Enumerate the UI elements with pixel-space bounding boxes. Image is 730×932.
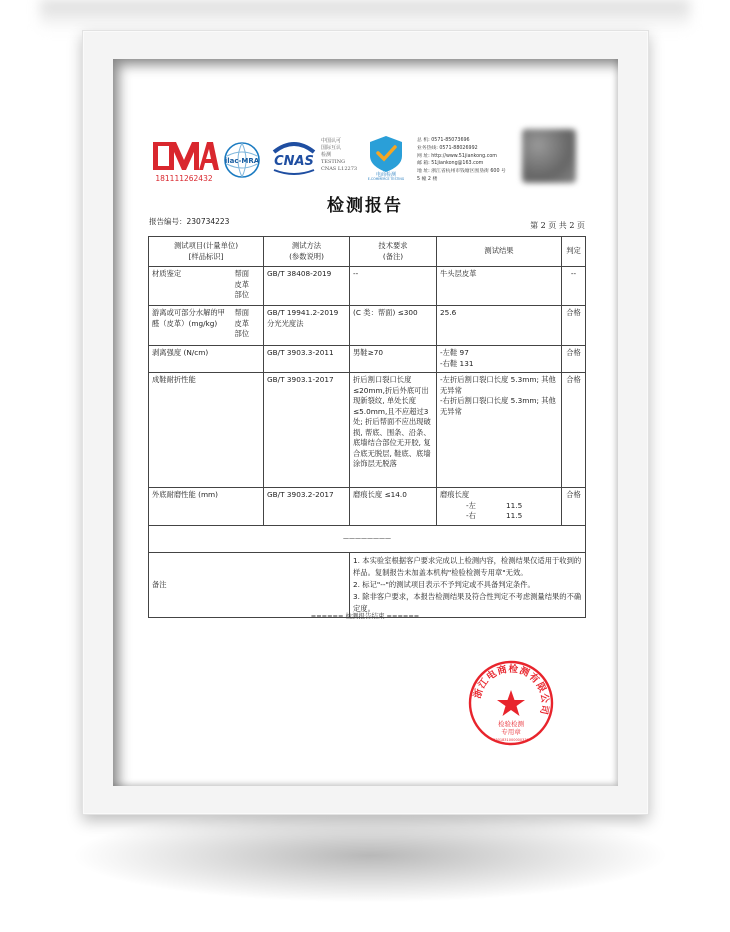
- verdict-cell: 合格: [562, 373, 586, 488]
- table-row: [149, 267, 586, 306]
- ilac-mra-logo: [222, 140, 262, 182]
- item-cell: 外底耐磨性能 (mm): [149, 488, 264, 526]
- frame-top-shadow: [40, 0, 690, 30]
- header-item: 测试项目(计量单位) [样品标识]: [149, 237, 264, 267]
- page-indicator: 第 2 页 共 2 页: [530, 221, 585, 230]
- table-row: [149, 373, 586, 488]
- notes-cell: [350, 553, 586, 618]
- result-side: -右: [466, 511, 476, 520]
- svg-text:电商检测: 电商检测: [375, 172, 397, 178]
- requirement-cell: --: [350, 267, 437, 306]
- notes-row: [149, 553, 586, 618]
- svg-text:ilac-MRA: ilac-MRA: [224, 157, 260, 165]
- verdict-cell: 合格: [562, 346, 586, 373]
- svg-text:E-COMMERCE TESTING: E-COMMERCE TESTING: [367, 177, 405, 180]
- header-result: 测试结果: [437, 237, 562, 267]
- result-cell: -左鞋 97 -右鞋 131: [437, 346, 562, 373]
- table-row: [149, 306, 586, 346]
- note-item: 3. 除非客户要求，本报告检测结果及符合性判定不考虑测量结果的不确定度。: [353, 592, 582, 613]
- report-end-marker: ====== 检测报告结束 ======: [310, 612, 420, 620]
- result-value: 11.5: [506, 500, 523, 510]
- category-cell: 帮面 皮革 部位: [232, 267, 264, 306]
- svg-text:浙江电商检测有限公司: 浙江电商检测有限公司: [472, 663, 551, 717]
- svg-text:专用章: 专用章: [501, 728, 521, 736]
- official-seal: [468, 660, 554, 746]
- cnas-accreditation-text: 中国认可 国际互认 检测 TESTING CNAS L12273: [321, 138, 358, 172]
- ma-code: 181111262432: [155, 174, 213, 183]
- results-table: [148, 236, 586, 618]
- svg-text:CNAS: CNAS: [274, 154, 314, 169]
- frame-bottom-shadow: [70, 808, 670, 903]
- method-cell: GB/T 38408-2019: [264, 267, 350, 306]
- result-side: -左: [466, 500, 476, 510]
- method-cell: GB/T 3903.3-2011: [264, 346, 350, 373]
- report-title: 检测报告: [327, 196, 403, 216]
- method-cell: GB/T 3903.2-2017: [264, 488, 350, 526]
- item-cell: 材质鉴定: [149, 267, 232, 306]
- contact-info: 总 机: 0571-85073696 业务热线: 0571-88026992 网 址: http://www.51jiankong.com 邮 箱: 51jiankong@163.com 地 址: 浙江省杭州市钱塘区围垦街 600 号 5 幢 2 楼: [417, 138, 506, 182]
- table-row: [149, 488, 586, 526]
- note-item: 2. 标记"--"的测试项目表示不予判定或不具备判定条件。: [353, 580, 535, 589]
- header-requirement: 技术要求 (备注): [350, 237, 437, 267]
- requirement-cell: 男鞋≥70: [350, 346, 437, 373]
- svg-text:检验检测: 检验检测: [498, 720, 524, 728]
- report-number: 报告编号：230734223: [149, 217, 230, 226]
- blank-row: [149, 526, 586, 553]
- item-cell: 剥离强度 (N/cm): [149, 346, 264, 373]
- cnas-logo: [268, 138, 320, 178]
- result-value: 11.5: [506, 511, 523, 520]
- qr-code: [522, 129, 576, 183]
- table-row: [149, 346, 586, 373]
- result-cell: 25.6: [437, 306, 562, 346]
- table-header-row: [149, 237, 586, 267]
- header-method: 测试方法 (参数说明): [264, 237, 350, 267]
- note-item: 1. 本实验室根据客户要求完成以上检测内容，检测结果仅适用于收到的样品。复制报告未加盖本机构"检验检测专用章"无效。: [353, 556, 582, 577]
- requirement-cell: 磨痕长度 ≤14.0: [350, 488, 437, 526]
- verdict-cell: 合格: [562, 488, 586, 526]
- ma-logo: [149, 136, 219, 184]
- verdict-cell: 合格: [562, 306, 586, 346]
- result-title: 磨痕长度: [440, 490, 470, 499]
- category-cell: 帮面 皮革 部位: [232, 306, 264, 346]
- result-cell: 牛头层皮革: [437, 267, 562, 306]
- notes-label: 备注: [149, 553, 350, 618]
- verdict-cell: --: [562, 267, 586, 306]
- result-cell: [437, 488, 562, 526]
- requirement-cell: 折后割口裂口长度≤20mm,折后外底可出现新裂纹, 单处长度≤5.0mm,且不应超过3处; 折后帮面不应出现破损, 帮底、围条、沿条、底墙结合部位无开胶, 复合底无脱层, 鞋底、底墙涂饰层无脱落: [350, 373, 437, 488]
- result-cell: -左折后割口裂口长度 5.3mm; 其他无异常 -右折后割口裂口长度 5.3mm; 其他无异常: [437, 373, 562, 488]
- svg-text:2301831000000336: 2301831000000336: [493, 738, 529, 742]
- ecommerce-testing-logo: [362, 134, 410, 180]
- blank-dash: ————————: [149, 526, 586, 553]
- item-cell: 游离或可部分水解的甲醛（皮革）(mg/kg): [149, 306, 232, 346]
- method-cell: GB/T 3903.1-2017: [264, 373, 350, 488]
- header-verdict: 判定: [562, 237, 586, 267]
- item-cell: 成鞋耐折性能: [149, 373, 264, 488]
- requirement-cell: (C 类：帮面) ≤300: [350, 306, 437, 346]
- method-cell: GB/T 19941.2-2019 分光光度法: [264, 306, 350, 346]
